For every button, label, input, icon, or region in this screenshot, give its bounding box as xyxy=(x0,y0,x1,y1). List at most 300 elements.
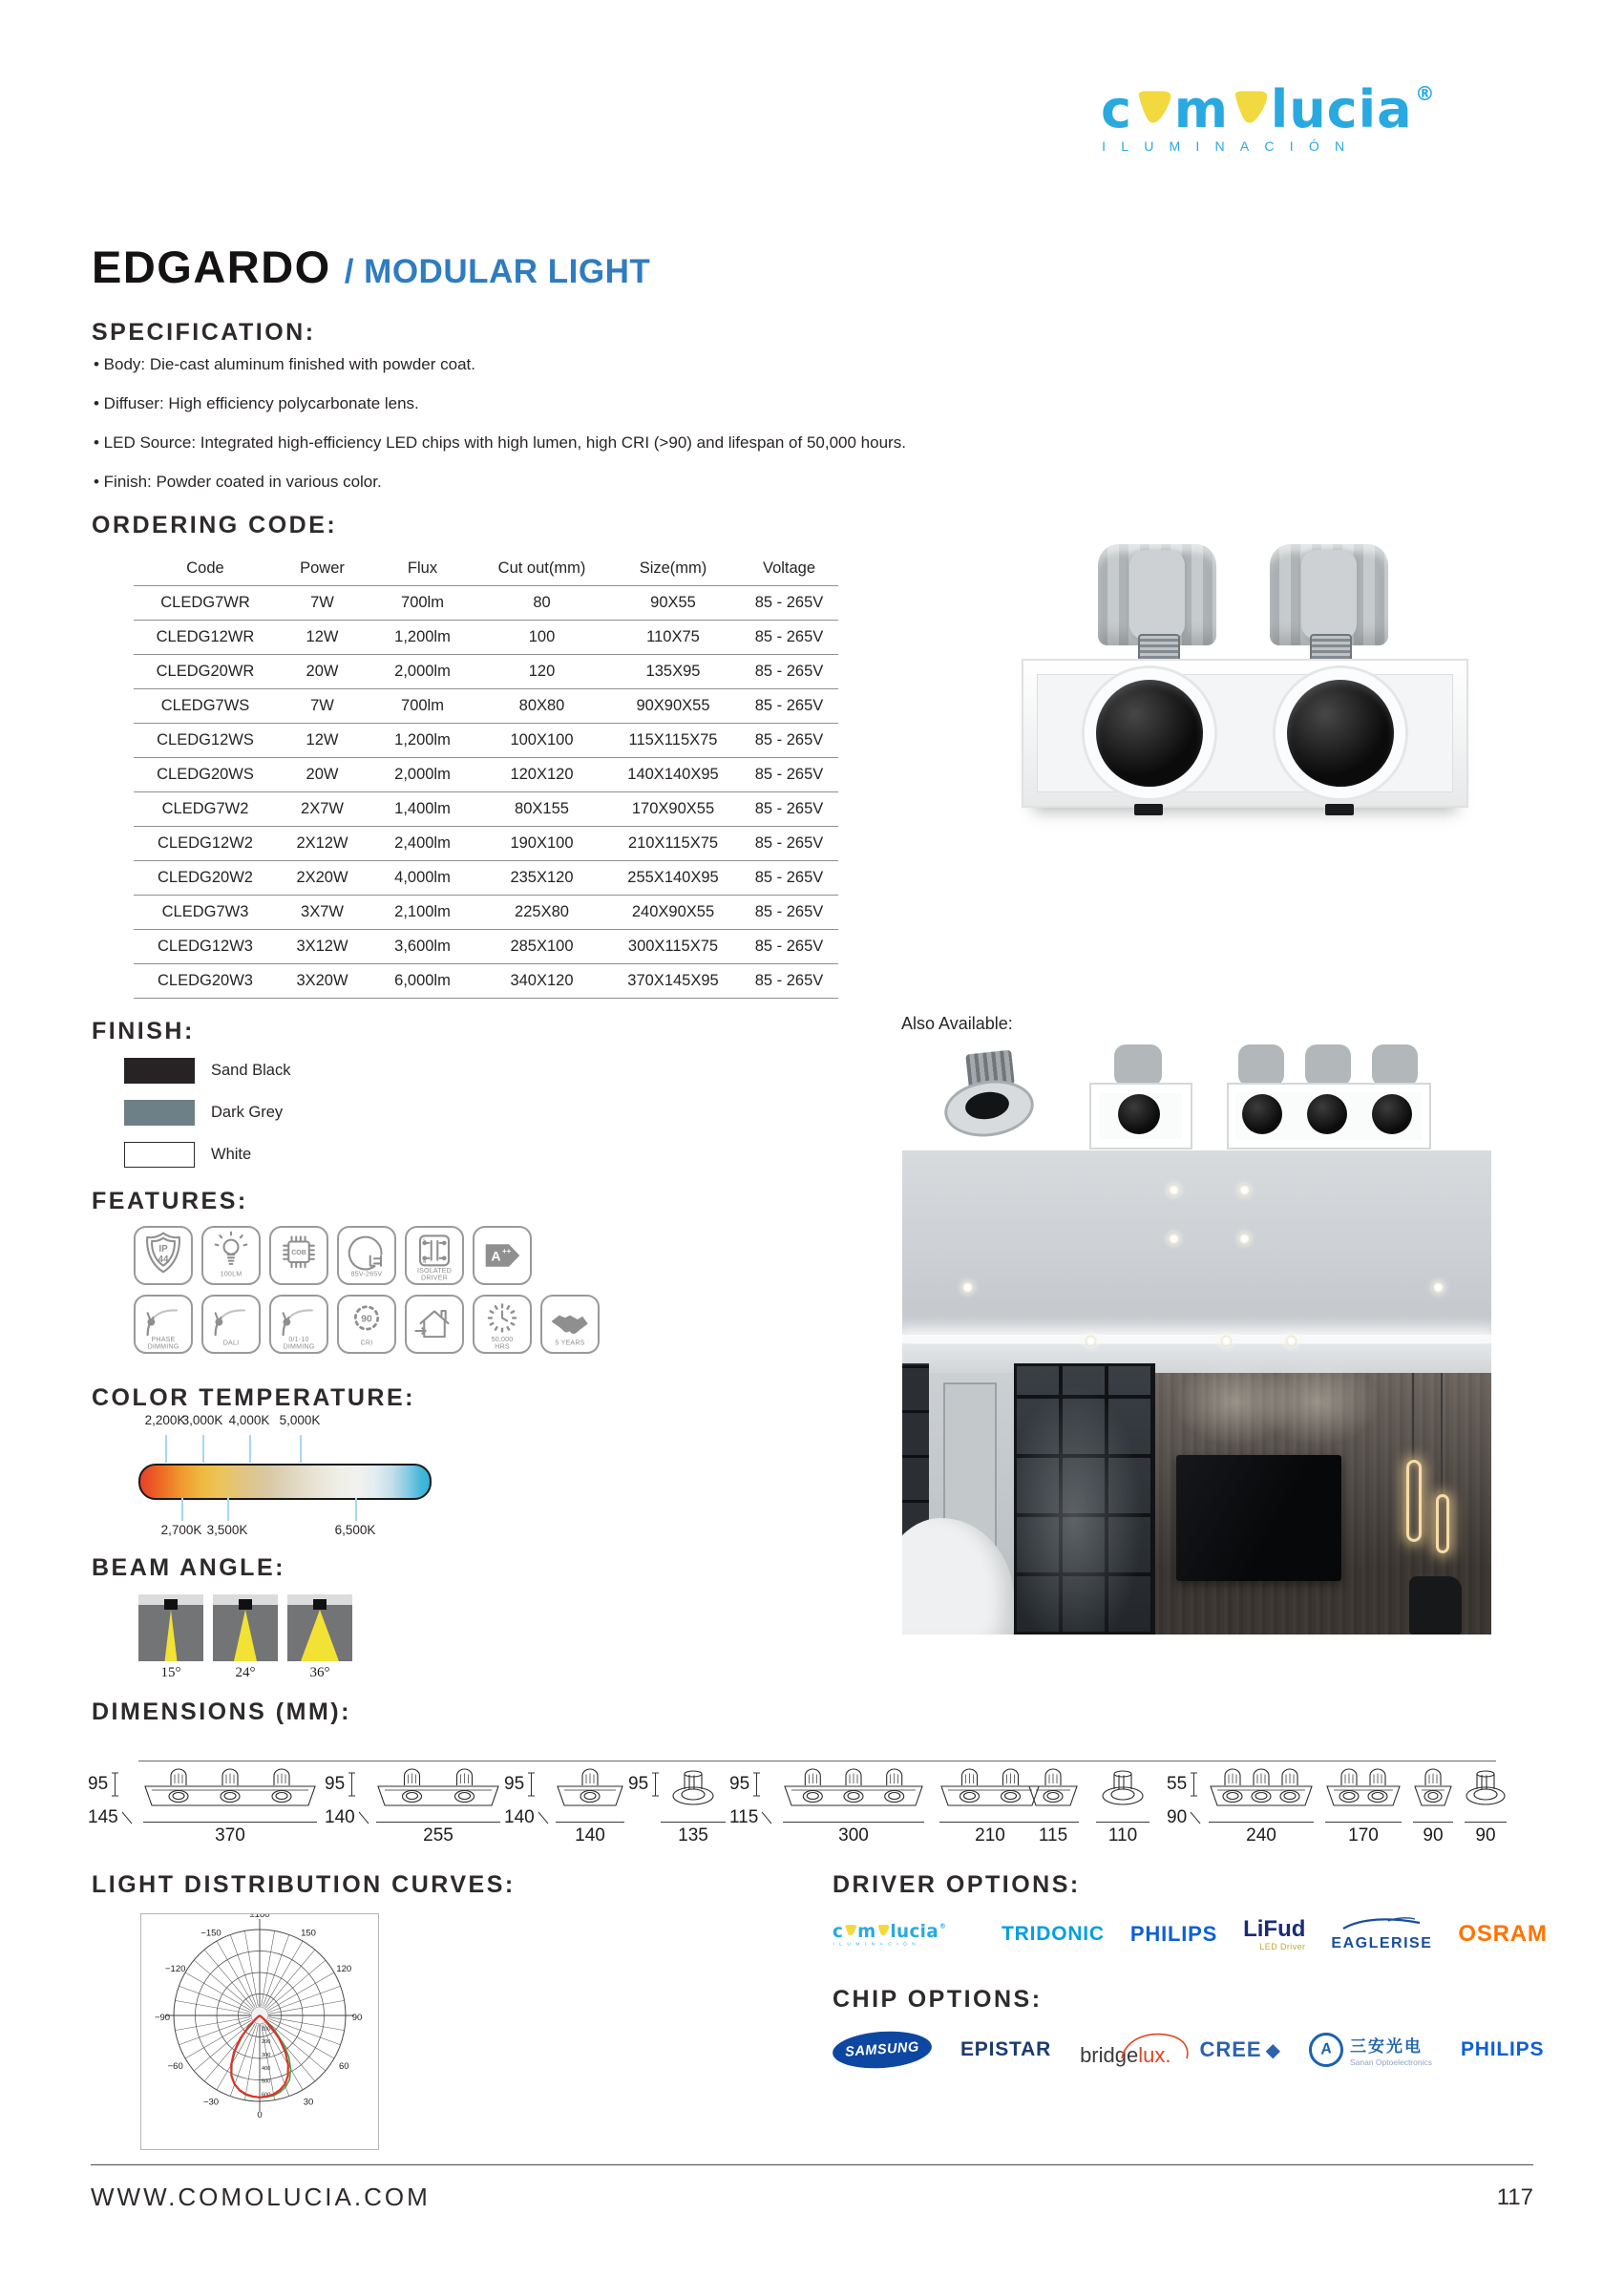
heatsink-right xyxy=(1270,544,1388,645)
svg-text:300: 300 xyxy=(262,2053,271,2058)
dim-number: 95 xyxy=(88,1774,109,1794)
ct-label-bottom: 2,700K xyxy=(160,1523,202,1537)
dimension-figure xyxy=(1413,1766,1453,1846)
logo-pick-icon xyxy=(876,1924,890,1938)
dim-line xyxy=(1465,1818,1507,1825)
finish-swatch xyxy=(124,1142,195,1168)
fixture-square xyxy=(313,1599,327,1610)
table-cell: CLEDG7W2 xyxy=(134,792,277,827)
driver-brand-tridonic xyxy=(1002,1923,1105,1946)
width-label: 170 xyxy=(1348,1825,1379,1846)
finish-option xyxy=(124,1142,290,1168)
table-cell: CLEDG12WR xyxy=(134,621,277,655)
osram-wordmark: OSRAM xyxy=(1458,1921,1548,1947)
bridgelux-logo xyxy=(1080,2032,1171,2068)
svg-text:0/1-10: 0/1-10 xyxy=(288,1335,309,1343)
feature-icon-cob-led xyxy=(269,1226,328,1285)
svg-text:COB: COB xyxy=(291,1250,306,1257)
dimension-figure xyxy=(1096,1766,1149,1846)
table-cell: 340X120 xyxy=(477,964,606,999)
ct-label-bottom: 6,500K xyxy=(334,1523,376,1537)
logo-text: c xyxy=(833,1920,844,1942)
table-cell: 85 - 265V xyxy=(740,792,838,827)
table-cell: 285X100 xyxy=(477,930,606,964)
table-cell: 2X7W xyxy=(277,792,368,827)
dim-line xyxy=(783,1818,924,1825)
beam-angle-label: 36° xyxy=(309,1665,330,1680)
feature-icon-energy-class xyxy=(473,1226,532,1285)
logo-tagline: ILUMINACIÓN xyxy=(833,1941,921,1947)
input-voltage-icon xyxy=(339,1228,394,1283)
glass-partition xyxy=(1014,1363,1155,1635)
dim-line xyxy=(1413,1818,1453,1825)
table-cell: 3X20W xyxy=(277,964,368,999)
round-downlight-thumb xyxy=(940,1052,1036,1148)
svg-text:L: L xyxy=(423,1236,426,1242)
dim-number: 95 xyxy=(729,1774,750,1794)
lifud-sub: LED Driver xyxy=(1259,1941,1306,1951)
wall-wash-glow xyxy=(1255,1359,1380,1446)
feature-icon-100lm-per-watt xyxy=(201,1226,261,1285)
svg-text:90: 90 xyxy=(351,2013,363,2023)
driver-brand-lifud xyxy=(1243,1915,1306,1951)
ct-label-bottom: 3,500K xyxy=(206,1523,248,1537)
chip-options-heading: CHIP OPTIONS: xyxy=(833,1986,1043,2013)
table-cell: 210X115X75 xyxy=(606,827,740,861)
dim-leader-icon xyxy=(1190,1810,1201,1825)
epistar-wordmark: EPISTAR xyxy=(960,2038,1052,2060)
beam-angle-label: 24° xyxy=(235,1665,256,1680)
logo-text: lucia xyxy=(1270,79,1413,139)
dim-bracket-icon xyxy=(527,1772,536,1797)
cree-diamond-icon: ◆ xyxy=(1265,2039,1280,2061)
sanan-sub: Sanan Optoelectronics xyxy=(1349,2057,1432,2067)
fixture-drawing-rect2 xyxy=(1325,1766,1402,1810)
table-cell: 12W xyxy=(277,621,368,655)
fixture-drawing-rect3 xyxy=(1209,1766,1314,1810)
dimension-value xyxy=(729,1808,772,1827)
logo-pick-icon xyxy=(1133,90,1173,131)
table-cell: 85 - 265V xyxy=(740,689,838,724)
pendant-cord xyxy=(1412,1373,1414,1460)
spec-bullet: • Finish: Powder coated in various color. xyxy=(94,473,382,491)
beam-angle-36° xyxy=(287,1594,352,1681)
fixture-drawing-rect1 xyxy=(556,1766,624,1810)
dim-bracket-icon xyxy=(348,1772,356,1797)
dim-number: 90 xyxy=(1167,1807,1188,1827)
svg-text:HRS: HRS xyxy=(495,1342,510,1351)
dimension-figure xyxy=(939,1766,1041,1846)
table-row xyxy=(134,896,838,930)
eaglerise-swoosh-icon xyxy=(1340,1916,1423,1930)
dimension-value xyxy=(504,1808,549,1827)
ct-label-top: 4,000K xyxy=(228,1413,270,1427)
feature-icon-5-year-warranty xyxy=(540,1295,600,1354)
heatsink xyxy=(1305,1044,1351,1086)
recessed-light-dot xyxy=(1285,1335,1297,1347)
table-cell: 85 - 265V xyxy=(740,758,838,792)
also-available-label: Also Available: xyxy=(901,1014,1013,1033)
table-cell: 80X155 xyxy=(477,792,606,827)
width-label: 255 xyxy=(423,1825,453,1846)
table-cell: 85 - 265V xyxy=(740,861,838,896)
table-cell: 370X145X95 xyxy=(606,964,740,999)
table-cell: CLEDG12W3 xyxy=(134,930,277,964)
cree-logo xyxy=(1199,2037,1280,2062)
table-cell: 225X80 xyxy=(477,896,606,930)
ct-tick xyxy=(165,1435,167,1463)
table-cell: 700lm xyxy=(368,689,477,724)
dimension-figure xyxy=(783,1766,924,1846)
driver-brand-comolucia xyxy=(833,1909,976,1960)
dimension-figure xyxy=(556,1766,624,1846)
finish-label: White xyxy=(211,1146,252,1163)
recessed-light-dot xyxy=(1168,1233,1180,1245)
finish-label: Sand Black xyxy=(211,1062,291,1079)
svg-text:−90: −90 xyxy=(154,2013,171,2023)
light-cone xyxy=(301,1610,339,1661)
table-cell: CLEDG7WS xyxy=(134,689,277,724)
beam-angle-24° xyxy=(213,1594,278,1681)
dim-line xyxy=(143,1818,317,1825)
finish-option xyxy=(124,1100,290,1126)
dim-bracket-icon xyxy=(651,1772,660,1797)
svg-text:++: ++ xyxy=(502,1247,512,1256)
samsung-oval xyxy=(832,2028,933,2071)
table-header-row xyxy=(134,552,838,586)
philips-wordmark: PHILIPS xyxy=(1129,1922,1218,1946)
spec-bullet: • Body: Die-cast aluminum finished with powder coat. xyxy=(94,355,475,373)
fixture-drawing-rect3 xyxy=(783,1766,924,1810)
svg-text:DRIVER: DRIVER xyxy=(421,1274,448,1282)
0-1-10-dimming-icon xyxy=(271,1297,327,1352)
dim-line xyxy=(1027,1818,1079,1825)
page-number: 117 xyxy=(1496,2184,1533,2210)
color-temperature-scale xyxy=(0,1409,630,1543)
svg-text:200: 200 xyxy=(262,2039,271,2046)
dim-number: 95 xyxy=(504,1774,525,1794)
table-cell: 190X100 xyxy=(477,827,606,861)
eaglerise-logo xyxy=(1331,1916,1432,1952)
feature-icon-0-1-10-dimming xyxy=(269,1295,328,1354)
dimension-value xyxy=(628,1772,660,1797)
table-cell: 110X75 xyxy=(606,621,740,655)
phase-dimming-icon xyxy=(136,1297,191,1352)
table-cell: 140X140X95 xyxy=(606,758,740,792)
table-row xyxy=(134,689,838,724)
table-cell: CLEDG12W2 xyxy=(134,827,277,861)
table-cell: 115X115X75 xyxy=(606,724,740,758)
feature-icon-lifespan-50000-hrs xyxy=(473,1295,532,1354)
driver-brand-osram xyxy=(1458,1921,1547,1948)
table-row xyxy=(134,655,838,689)
feature-icon-ip44 xyxy=(134,1226,193,1285)
table-cell: 85 - 265V xyxy=(740,896,838,930)
bridgelux-arc-icon xyxy=(1118,2028,1192,2060)
chip-brand-samsung xyxy=(833,2032,932,2068)
table-cell: 2,100lm xyxy=(368,896,477,930)
logo-text: m xyxy=(1173,79,1229,139)
ct-label-top: 2,200K xyxy=(144,1413,186,1427)
dimension-value xyxy=(325,1808,369,1827)
dimension-labels xyxy=(504,1772,549,1827)
svg-text:0: 0 xyxy=(257,2110,263,2120)
feature-icons-row-1 xyxy=(134,1226,532,1285)
svg-text:400: 400 xyxy=(262,2065,271,2072)
logo-wordmark xyxy=(1101,79,1559,139)
table-row xyxy=(134,930,838,964)
width-label: 135 xyxy=(678,1825,708,1846)
table-cell: 85 - 265V xyxy=(740,930,838,964)
driver-brand-logos xyxy=(833,1906,1548,1963)
svg-text:N: N xyxy=(423,1258,427,1264)
width-label: 90 xyxy=(1475,1825,1496,1846)
width-label: 140 xyxy=(575,1825,605,1846)
table-cell: 2,000lm xyxy=(368,758,477,792)
svg-text:600: 600 xyxy=(262,2092,271,2099)
beam-box xyxy=(213,1594,278,1661)
table-cell: 120 xyxy=(477,655,606,689)
dimension-value xyxy=(325,1772,369,1797)
dimension-value xyxy=(1167,1808,1201,1827)
dim-number: 145 xyxy=(88,1807,118,1827)
svg-text:5 YEARS: 5 YEARS xyxy=(555,1339,585,1347)
ct-tick xyxy=(300,1435,302,1463)
table-col-header: Code xyxy=(134,552,277,586)
also-available-photos xyxy=(940,1039,1456,1155)
table-cell: 85 - 265V xyxy=(740,964,838,999)
dimension-labels xyxy=(628,1772,660,1797)
table-row xyxy=(134,827,838,861)
chip-brand-logos xyxy=(833,2018,1544,2081)
table-col-header: Voltage xyxy=(740,552,838,586)
lifud-wordmark: LiFud xyxy=(1243,1915,1306,1942)
table-cell: 1,200lm xyxy=(368,724,477,758)
pendant-cord xyxy=(1441,1373,1443,1494)
beam-angle-15° xyxy=(138,1594,203,1681)
spec-bullet: • Diffuser: High efficiency polycarbonate lens. xyxy=(94,394,419,412)
table-col-header: Flux xyxy=(368,552,477,586)
bridgelux-red: lux. xyxy=(1138,2043,1171,2067)
driver-brand-philips xyxy=(1130,1922,1217,1947)
width-label: 370 xyxy=(215,1825,245,1846)
dim-line xyxy=(1325,1818,1402,1825)
table-cell: 12W xyxy=(277,724,368,758)
recessed-light-dot xyxy=(961,1281,974,1294)
svg-text:ISOLATED: ISOLATED xyxy=(416,1266,453,1275)
fixture-drawing-round xyxy=(1465,1766,1507,1810)
finish-swatch xyxy=(124,1100,195,1126)
page-title xyxy=(92,241,650,293)
dim-line xyxy=(376,1818,500,1825)
table-cell: 3X7W xyxy=(277,896,368,930)
table-cell: 6,000lm xyxy=(368,964,477,999)
table-cell: 2X12W xyxy=(277,827,368,861)
energy-class-icon xyxy=(475,1228,530,1283)
logo-pick-icon xyxy=(843,1924,856,1938)
dim-bracket-icon xyxy=(111,1772,119,1797)
logo-tagline: ILUMINACIÓN xyxy=(1102,138,1360,155)
svg-text:−150: −150 xyxy=(200,1928,221,1939)
fixture-square xyxy=(164,1599,178,1610)
ct-tick xyxy=(249,1435,251,1463)
specification-list xyxy=(94,355,906,512)
fixture-drawing-rect1 xyxy=(1027,1766,1079,1810)
finish-label: Dark Grey xyxy=(211,1104,284,1121)
table-row xyxy=(134,861,838,896)
light-cone xyxy=(165,1610,178,1661)
light-cone xyxy=(234,1610,257,1661)
table-cell: 2X20W xyxy=(277,861,368,896)
dimension-labels xyxy=(1167,1772,1201,1827)
svg-text:30: 30 xyxy=(303,2097,314,2108)
table-cell: 90X55 xyxy=(606,586,740,621)
dimension-figure xyxy=(1027,1766,1079,1846)
table-cell: 700lm xyxy=(368,586,477,621)
dim-number: 140 xyxy=(504,1807,535,1827)
dimension-labels xyxy=(325,1772,369,1827)
table-cell: CLEDG20WS xyxy=(134,758,277,792)
ordering-code-heading: ORDERING CODE: xyxy=(92,512,338,538)
dim-line xyxy=(1209,1818,1314,1825)
cree-wordmark: CREE xyxy=(1199,2037,1262,2061)
dimension-value xyxy=(729,1772,772,1797)
table-cell: 235X120 xyxy=(477,861,606,896)
svg-text:500: 500 xyxy=(262,2078,271,2085)
mounting-tab-left xyxy=(1134,804,1163,815)
beam-angle-label: 15° xyxy=(160,1665,181,1680)
logo-pick-icon xyxy=(1230,90,1270,131)
table-cell: 300X115X75 xyxy=(606,930,740,964)
dimension-value xyxy=(1167,1772,1201,1797)
product-category: / MODULAR LIGHT xyxy=(344,253,651,290)
table-row xyxy=(134,621,838,655)
table-cell: 20W xyxy=(277,758,368,792)
table-col-header: Cut out(mm) xyxy=(477,552,606,586)
pendant-light xyxy=(1436,1494,1449,1553)
svg-text:IP: IP xyxy=(158,1243,168,1255)
dimension-figure xyxy=(1465,1766,1507,1846)
dimension-figure xyxy=(1325,1766,1402,1846)
svg-text:±180: ±180 xyxy=(249,1914,270,1920)
dimension-figure xyxy=(661,1766,726,1846)
dim-leader-icon xyxy=(121,1810,133,1825)
brand-logo xyxy=(1101,79,1559,155)
light-distribution-chart xyxy=(140,1913,379,2150)
chip-brand-epistar xyxy=(960,2038,1051,2061)
width-label: 240 xyxy=(1246,1825,1276,1846)
table-cell: 85 - 265V xyxy=(740,655,838,689)
fixture-drawing-round xyxy=(1096,1766,1149,1810)
width-label: 90 xyxy=(1423,1825,1444,1846)
sanan-cjk: 三安光电 xyxy=(1349,2037,1423,2056)
width-label: 115 xyxy=(1038,1825,1068,1846)
chip-brand-cree xyxy=(1199,2037,1280,2062)
polar-plot xyxy=(141,1914,378,2149)
width-label: 300 xyxy=(838,1825,869,1846)
finish-option xyxy=(124,1058,290,1084)
footer-rule xyxy=(91,2164,1533,2165)
table-cell: 3X12W xyxy=(277,930,368,964)
samsung-wordmark: SAMSUNG xyxy=(844,2039,920,2060)
color-temperature-heading: COLOR TEMPERATURE: xyxy=(92,1384,415,1411)
table-cell: 7W xyxy=(277,689,368,724)
ordering-table xyxy=(134,552,838,999)
heatsink xyxy=(1372,1044,1418,1086)
beam-angle-heading: BEAM ANGLE: xyxy=(92,1554,285,1581)
heatsink xyxy=(1238,1044,1284,1086)
feature-icon-phase-dimming xyxy=(134,1295,193,1354)
table-cell: 135X95 xyxy=(606,655,740,689)
dim-number: 140 xyxy=(325,1807,355,1827)
table-row xyxy=(134,758,838,792)
dali-dimming-icon xyxy=(203,1297,259,1352)
width-label: 210 xyxy=(975,1825,1005,1846)
dim-line xyxy=(939,1818,1041,1825)
heatsink xyxy=(1114,1044,1162,1086)
table-cell: 2,000lm xyxy=(368,655,477,689)
feature-icon-indoor-use xyxy=(405,1295,464,1354)
fixture-drawing-rect2 xyxy=(939,1766,1041,1810)
ct-tick xyxy=(355,1498,357,1521)
finish-options xyxy=(124,1058,290,1184)
svg-text:100: 100 xyxy=(262,2026,271,2033)
cri-90-icon xyxy=(339,1297,394,1352)
feature-icon-cri-90 xyxy=(337,1295,396,1354)
table-cell: 1,400lm xyxy=(368,792,477,827)
beam-box xyxy=(138,1594,203,1661)
dimension-value xyxy=(504,1772,549,1797)
table-cell: 85 - 265V xyxy=(740,827,838,861)
lifespan-50000-hrs-icon xyxy=(475,1297,530,1352)
fixture-drawing-round xyxy=(661,1766,726,1810)
table-cell: 85 - 265V xyxy=(740,621,838,655)
feature-icon-dali-dimming xyxy=(201,1295,261,1354)
table-cell: 240X90X55 xyxy=(606,896,740,930)
sanan-badge-icon: A xyxy=(1307,2031,1346,2070)
dim-line xyxy=(556,1818,624,1825)
single-module-thumb xyxy=(1084,1044,1194,1150)
cove-light xyxy=(902,1335,1491,1343)
chip-brand-sanan xyxy=(1309,2033,1432,2067)
table-cell: 2,400lm xyxy=(368,827,477,861)
table-cell: CLEDG7W3 xyxy=(134,896,277,930)
chip-brand-bridgelux xyxy=(1080,2032,1171,2068)
svg-text:44: 44 xyxy=(158,1255,169,1266)
logo-text: c xyxy=(1101,79,1133,139)
registered-mark: ® xyxy=(939,1921,947,1930)
dimension-labels xyxy=(88,1772,133,1827)
width-label: 110 xyxy=(1107,1825,1138,1846)
svg-text:50,000: 50,000 xyxy=(491,1335,514,1343)
curves-heading: LIGHT DISTRIBUTION CURVES: xyxy=(92,1871,516,1898)
chip-brand-philips xyxy=(1461,2038,1544,2061)
table-row xyxy=(134,792,838,827)
table-cell: CLEDG20W3 xyxy=(134,964,277,999)
isolated-driver-icon xyxy=(407,1228,462,1283)
dim-line xyxy=(661,1818,726,1825)
driver-brand-eaglerise xyxy=(1331,1916,1432,1952)
driver-options-heading: DRIVER OPTIONS: xyxy=(833,1871,1081,1898)
fixture-body xyxy=(1022,659,1468,808)
sanan-logo xyxy=(1309,2033,1432,2067)
table-cell: 80X80 xyxy=(477,689,606,724)
philips-wordmark: PHILIPS xyxy=(1460,2038,1545,2060)
table-cell: CLEDG12WS xyxy=(134,724,277,758)
dimension-value xyxy=(88,1772,133,1797)
svg-text:90: 90 xyxy=(361,1314,372,1325)
dim-bracket-icon xyxy=(752,1772,761,1797)
